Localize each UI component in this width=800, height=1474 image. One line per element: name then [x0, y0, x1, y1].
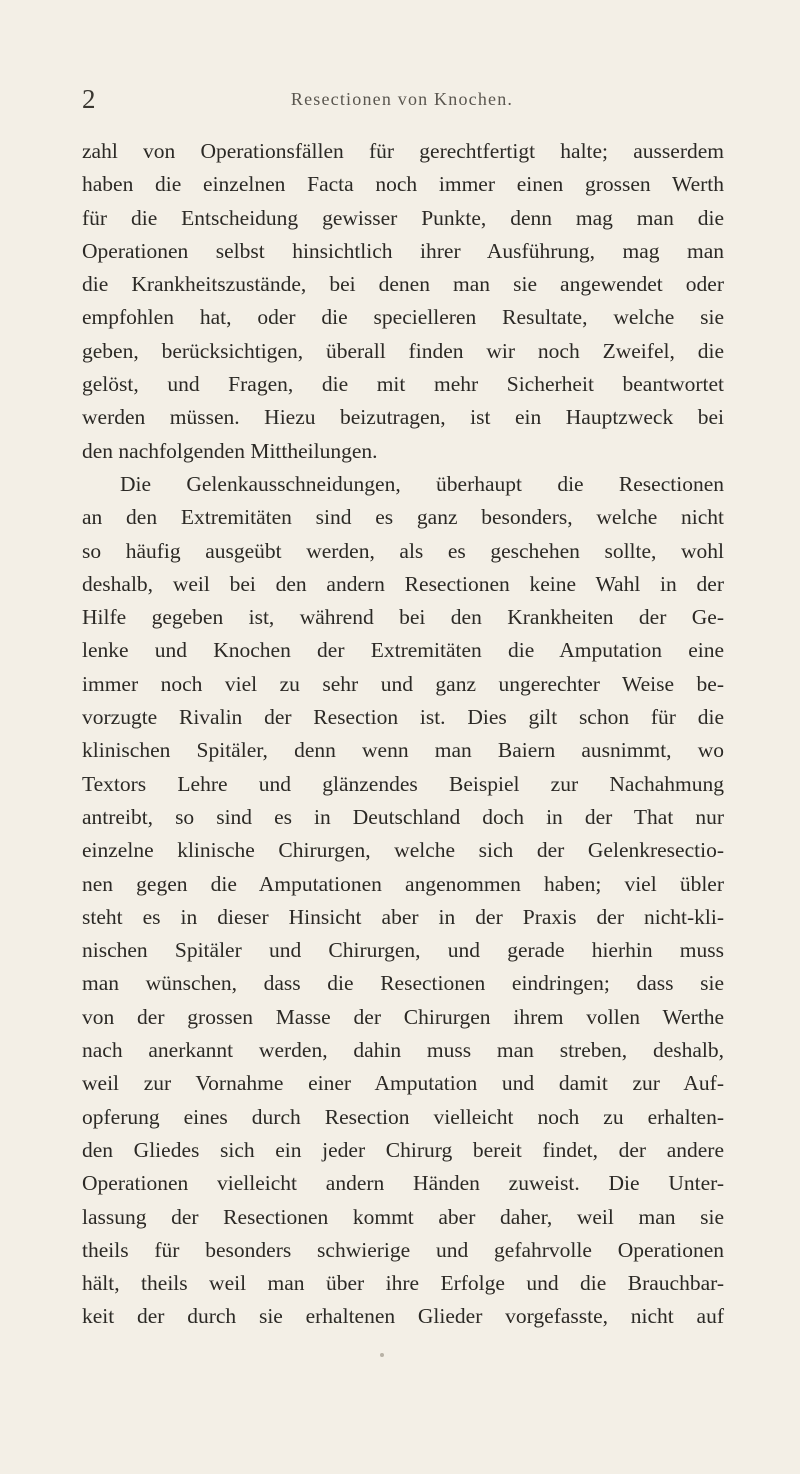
- text-line: deshalb, weil bei den andern Resectionen keine Wahl in der: [82, 571, 724, 596]
- text-line: zahl von Operationsfällen für gerechtfertigt halte; ausserdem: [82, 139, 724, 163]
- text-line: immer noch viel zu sehr und ganz ungerechter Weise be-: [82, 671, 724, 696]
- text-line: nischen Spitäler und Chirurgen, und gerade hierhin muss: [82, 938, 724, 963]
- text-line: Textors Lehre und glänzendes Beispiel zur Nachahmung: [82, 771, 724, 796]
- text-line: lassung der Resectionen kommt aber daher, weil man sie: [82, 1204, 724, 1229]
- text-line: so häufig ausgeübt werden, als es geschehen sollte, wohl: [82, 538, 724, 563]
- paragraph-2: [82, 468, 724, 1334]
- text-line: man wünschen, dass die Resectionen eindringen; dass sie: [82, 971, 724, 996]
- paragraph-1: [82, 135, 724, 468]
- text-line: die Krankheitszustände, bei denen man sie angewendet oder: [82, 272, 724, 297]
- text-line: Hilfe gegeben ist, während bei den Krankheiten der Ge-: [82, 605, 724, 630]
- text-line: gelöst, und Fragen, die mit mehr Sicherheit beantwortet: [82, 372, 724, 397]
- text-line: keit der durch sie erhaltenen Glieder vorgefasste, nicht auf: [82, 1304, 724, 1329]
- text-line: klinischen Spitäler, denn wenn man Baiern ausnimmt, wo: [82, 738, 724, 763]
- text-line: Operationen selbst hinsichtlich ihrer Ausführung, mag man: [82, 238, 724, 263]
- text-line: hält, theils weil man über ihre Erfolge und die Brauchbar-: [82, 1271, 724, 1296]
- text-line: den nachfolgenden Mittheilungen.: [82, 438, 378, 463]
- text-line: an den Extremitäten sind es ganz besonders, welche nicht: [82, 505, 724, 530]
- text-line: nen gegen die Amputationen angenommen haben; viel übler: [82, 871, 724, 896]
- text-line: geben, berücksichtigen, überall finden wir noch Zweifel, die: [82, 338, 724, 363]
- text-line: opferung eines durch Resection vielleicht noch zu erhalten-: [82, 1104, 724, 1129]
- text-line: lenke und Knochen der Extremitäten die Amputation eine: [82, 638, 724, 663]
- body-text: [82, 135, 724, 1334]
- running-head: Resectionen von Knochen.: [290, 89, 514, 109]
- text-line: von der grossen Masse der Chirurgen ihrem vollen Werthe: [82, 1004, 724, 1029]
- text-line: steht es in dieser Hinsicht aber in der Praxis der nicht-kli-: [82, 904, 724, 929]
- text-line: einzelne klinische Chirurgen, welche sich der Gelenkresectio-: [82, 838, 724, 863]
- text-line: haben die einzelnen Facta noch immer einen grossen Werth: [82, 172, 724, 197]
- text-line: antreibt, so sind es in Deutschland doch in der That nur: [82, 804, 724, 829]
- text-line: werden müssen. Hiezu beizutragen, ist ein Hauptzweck bei: [82, 405, 724, 430]
- text-line: Die Gelenkausschneidungen, überhaupt die Resectionen: [120, 471, 724, 496]
- text-line: nach anerkannt werden, dahin muss man streben, deshalb,: [82, 1038, 724, 1063]
- text-line: für die Entscheidung gewisser Punkte, denn mag man die: [82, 205, 724, 230]
- page-header: [82, 84, 722, 114]
- text-line: den Gliedes sich ein jeder Chirurg bereit findet, der andere: [82, 1137, 724, 1162]
- text-line: vorzugte Rivalin der Resection ist. Dies gilt schon für die: [82, 705, 724, 730]
- text-line: weil zur Vornahme einer Amputation und damit zur Auf-: [82, 1071, 724, 1096]
- ink-speck: [380, 1353, 384, 1357]
- page-number: 2: [82, 84, 96, 114]
- text-line: theils für besonders schwierige und gefahrvolle Operationen: [82, 1237, 724, 1262]
- text-line: Operationen vielleicht andern Händen zuweist. Die Unter-: [82, 1171, 724, 1196]
- text-line: empfohlen hat, oder die specielleren Resultate, welche sie: [82, 305, 724, 330]
